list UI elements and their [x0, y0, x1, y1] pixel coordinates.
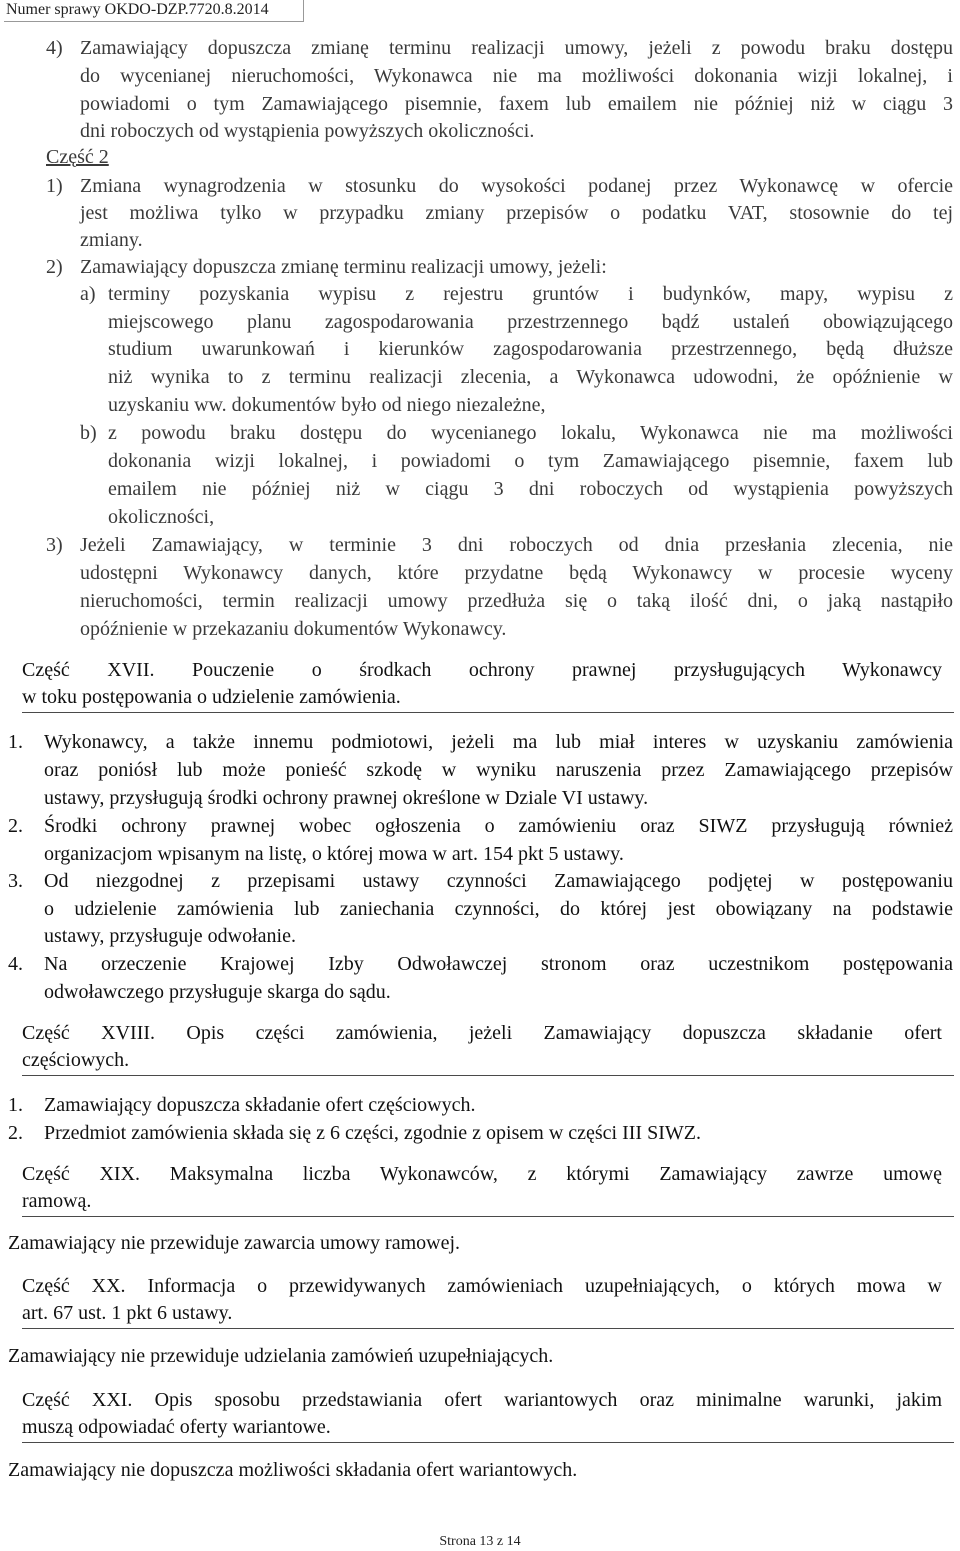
section-statement: Zamawiający nie przewiduje zawarcia umowy ramowej.: [8, 1232, 461, 1254]
item-number: 4.: [8, 953, 23, 975]
section-title-line: Część XXI. Opis sposobu przedstawiania ofert wariantowych oraz minimalne warunki, jakim: [22, 1389, 942, 1411]
item-number: 2.: [8, 1122, 23, 1144]
item-number: 3.: [8, 870, 23, 892]
subitem-line: terminy pozyskania wypisu z rejestru gruntów i budynków, mapy, wypisu z: [108, 283, 953, 305]
subitem-line: uzyskaniu ww. dokumentów było od niego niezależne,: [108, 394, 546, 416]
item-number: 2.: [8, 815, 23, 837]
item-line: Zmiana wynagrodzenia w stosunku do wysokości podanej przez Wykonawcę w ofercie: [80, 175, 953, 197]
item-number: 1): [46, 175, 63, 197]
item-line: Jeżeli Zamawiający, w terminie 3 dni roboczych od dnia przesłania zlecenia, nie: [80, 534, 953, 556]
section-title-line: częściowych.: [22, 1049, 130, 1071]
item-number: 3): [46, 534, 63, 556]
item-line: Zamawiający dopuszcza zmianę terminu realizacji umowy, jeżeli z powodu braku dostępu: [80, 37, 953, 59]
item-number: 1.: [8, 731, 23, 753]
subitem-line: studium uwarunkowań i kierunków zagospodarowania przestrzennego, będą dłuższe: [108, 338, 953, 360]
item-line: dni roboczych od wystąpienia powyższych okoliczności.: [80, 120, 535, 142]
subitem-line: dokonania wizji lokalnej, i powiadomi o tym Zamawiającego pisemnie, faxem lub: [108, 450, 953, 472]
section-title-line: Część XVIII. Opis części zamówienia, jeżeli Zamawiający dopuszcza składanie ofert: [22, 1022, 942, 1044]
subitem-line: z powodu braku dostępu do wycenianego lokalu, Wykonawca nie ma możliwości: [108, 422, 953, 444]
item-line: Od niezgodnej z przepisami ustawy czynności Zamawiającego podjętej w postępowaniu: [44, 870, 953, 892]
item-line: Wykonawcy, a także innemu podmiotowi, jeżeli ma lub miał interes w uzyskaniu zamówienia: [44, 731, 953, 753]
item-line: organizacjom wpisanym na listę, o której mowa w art. 154 pkt 5 ustawy.: [44, 843, 624, 865]
item-line: o udzielenie zamówienia lub zaniechania czynności, do której jest obowiązany na podstawie: [44, 898, 953, 920]
item-line: zmiany.: [80, 229, 143, 251]
subitem-line: miejscowego planu zagospodarowania przestrzennego bądź ustaleń obowiązującego: [108, 311, 953, 333]
item-line: ustawy, przysługują środki ochrony prawnej określone w Dziale VI ustawy.: [44, 787, 649, 809]
section-title-line: w toku postępowania o udzielenie zamówienia.: [22, 686, 401, 708]
subitem-line: emailem nie później niż w ciągu 3 dni roboczych od wystąpienia powyższych: [108, 478, 953, 500]
subitem-letter: a): [80, 283, 96, 305]
item-line: oraz poniósł lub może ponieść szkodę w wyniku naruszenia przez Zamawiającego przepisów: [44, 759, 953, 781]
item-line: Środki ochrony prawnej wobec ogłoszenia o zamówieniu oraz SIWZ przysługują również: [44, 815, 953, 837]
part2-heading: Część 2: [46, 146, 109, 168]
section-title-line: Część XVII. Pouczenie o środkach ochrony prawnej przysługujących Wykonawcy: [22, 659, 942, 681]
section-title-line: ramową.: [22, 1190, 92, 1212]
section-title-line: muszą odpowiadać oferty wariantowe.: [22, 1416, 331, 1438]
item-line: powiadomi o tym Zamawiającego pisemnie, faxem lub emailem nie później niż w ciągu 3: [80, 93, 953, 115]
item-line: odwoławczego przysługuje skarga do sądu.: [44, 981, 391, 1003]
item-line: jest możliwa tylko w przypadku zmiany przepisów o podatku VAT, stosownie do tej: [80, 202, 953, 224]
page-number: Strona 13 z 14: [439, 1534, 521, 1549]
item-number: 2): [46, 256, 63, 278]
item-line: do wycenianej nieruchomości, Wykonawca nie ma możliwości dokonania wizji lokalnej, i: [80, 65, 953, 87]
item-line: opóźnienie w przekazaniu dokumentów Wykonawcy.: [80, 618, 507, 640]
section-title-line: Część XIX. Maksymalna liczba Wykonawców, z którymi Zamawiający zawrze umowę: [22, 1163, 942, 1185]
item-line: Przedmiot zamówienia składa się z 6 części, zgodnie z opisem w części III SIWZ.: [44, 1122, 701, 1144]
item-line: ustawy, przysługuje odwołanie.: [44, 925, 296, 947]
item-number: 1.: [8, 1094, 23, 1116]
item-intro: Zamawiający dopuszcza zmianę terminu realizacji umowy, jeżeli:: [80, 256, 607, 278]
section-statement: Zamawiający nie przewiduje udzielania zamówień uzupełniających.: [8, 1345, 554, 1367]
subitem-letter: b): [80, 422, 97, 444]
document-number: Numer sprawy OKDO-DZP.7720.8.2014: [4, 0, 304, 22]
section-title-line: art. 67 ust. 1 pkt 6 ustawy.: [22, 1302, 233, 1324]
item-line: nieruchomości, termin realizacji umowy przedłuża się o taką ilość dni, o jaką nastąpiło: [80, 590, 953, 612]
section-statement: Zamawiający nie dopuszcza możliwości składania ofert wariantowych.: [8, 1459, 578, 1481]
item-line: udostępni Wykonawcy danych, które przydatne będą Wykonawcy w procesie wyceny: [80, 562, 953, 584]
item-line: Zamawiający dopuszcza składanie ofert częściowych.: [44, 1094, 476, 1116]
subitem-line: okoliczności,: [108, 506, 215, 528]
section-title-line: Część XX. Informacja o przewidywanych zamówieniach uzupełniających, o których mowa w: [22, 1275, 942, 1297]
item-line: Na orzeczenie Krajowej Izby Odwoławczej stronom oraz uczestnikom postępowania: [44, 953, 953, 975]
subitem-line: niż wynika to z terminu realizacji zlecenia, a Wykonawca udowodni, że opóźnienie w: [108, 366, 953, 388]
item-number: 4): [46, 37, 63, 59]
